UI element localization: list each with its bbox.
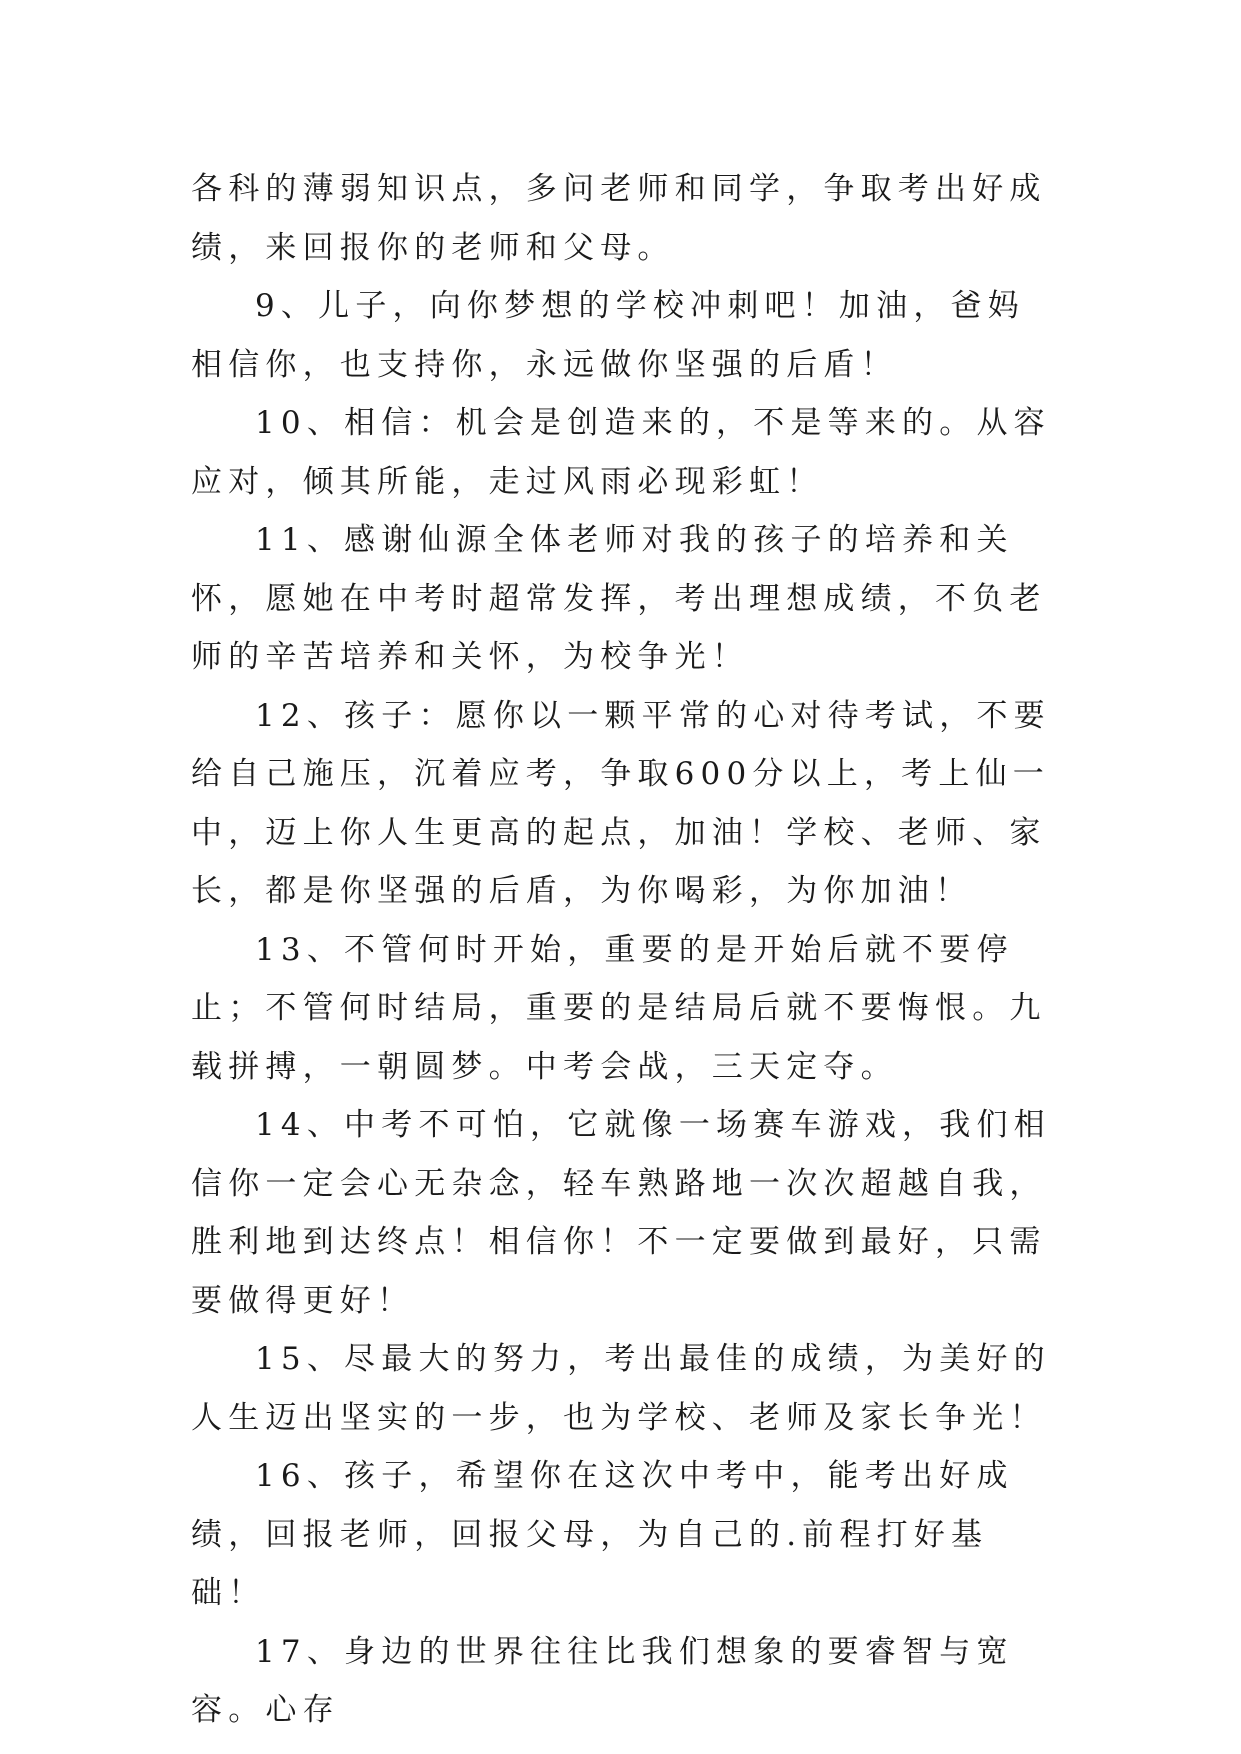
paragraph-item-12: 12、孩子：愿你以一颗平常的心对待考试，不要给自己施压，沉着应考，争取600分以上，考上仙一中，迈上你人生更高的起点，加油！学校、老师、家长，都是你坚强的后盾，为你喝彩，为你加油！ bbox=[191, 697, 1051, 909]
paragraph-item-16: 16、孩子，希望你在这次中考中，能考出好成绩，回报老师，回报父母，为自己的.前程打好基础！ bbox=[191, 1458, 1014, 1611]
paragraph-continued: 各科的薄弱知识点，多问老师和同学，争取考出好成绩，来回报你的老师和父母。 bbox=[191, 171, 1047, 266]
paragraph-item-14: 14、中考不可怕，它就像一场赛车游戏，我们相信你一定会心无杂念，轻车熟路地一次次超越自我，胜利地到达终点！相信你！不一定要做到最好，只需要做得更好！ bbox=[191, 1107, 1051, 1319]
paragraph-item-9: 9、儿子，向你梦想的学校冲刺吧！加油，爸妈相信你，也支持你，永远做你坚强的后盾！ bbox=[191, 288, 1025, 383]
paragraph-item-11: 11、感谢仙源全体老师对我的孩子的培养和关怀，愿她在中考时超常发挥，考出理想成绩，不负老师的辛苦培养和关怀，为校争光！ bbox=[191, 522, 1047, 675]
document-body bbox=[191, 160, 1055, 1740]
paragraph-item-15: 15、尽最大的努力，考出最佳的成绩，为美好的人生迈出坚实的一步，也为学校、老师及家长争光！ bbox=[191, 1341, 1051, 1436]
paragraph-item-17: 17、身边的世界往往比我们想象的要睿智与宽容。心存 bbox=[191, 1633, 1014, 1728]
paragraph-item-10: 10、相信：机会是创造来的，不是等来的。从容应对，倾其所能，走过风雨必现彩虹！ bbox=[191, 405, 1051, 500]
paragraph-item-13: 13、不管何时开始，重要的是开始后就不要停止；不管何时结局，重要的是结局后就不要悔恨。九载拼搏，一朝圆梦。中考会战，三天定夺。 bbox=[191, 931, 1047, 1085]
